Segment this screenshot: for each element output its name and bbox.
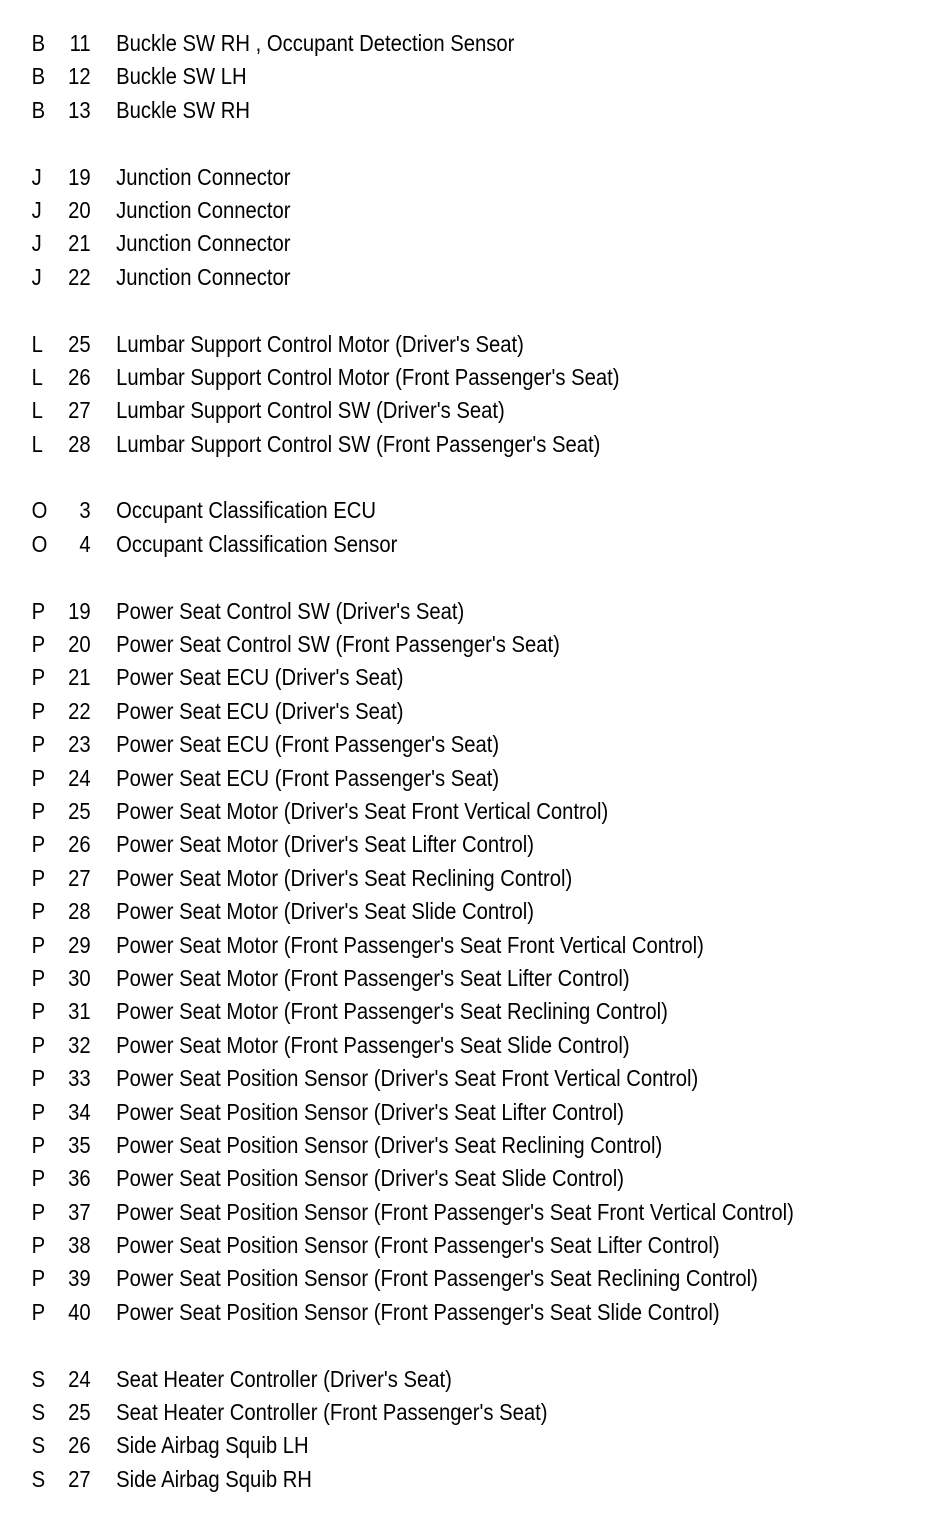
connector-code: P <box>31 1265 46 1292</box>
connector-code: B <box>31 96 46 123</box>
connector-code: P <box>31 664 46 691</box>
connector-description: Power Seat ECU (Front Passenger's Seat) <box>116 764 500 791</box>
connector-description: Power Seat ECU (Front Passenger's Seat) <box>116 731 500 758</box>
connector-code: L <box>31 363 43 390</box>
connector-number: 21 <box>68 230 91 257</box>
connector-number: 25 <box>68 330 91 357</box>
connector-row <box>0 528 817 561</box>
connector-description: Power Seat Position Sensor (Driver's Seat Front Vertical Control) <box>116 1065 699 1092</box>
connector-code: P <box>31 831 46 858</box>
connector-row <box>0 328 817 361</box>
connector-code: P <box>31 1031 46 1058</box>
connector-number: 35 <box>68 1131 91 1158</box>
connector-number: 40 <box>68 1298 91 1325</box>
connector-description: Power Seat Motor (Driver's Seat Slide Control) <box>116 898 534 925</box>
connector-group <box>0 161 928 295</box>
connector-number: 21 <box>68 664 91 691</box>
connector-row <box>0 695 817 728</box>
connector-number: 33 <box>68 1065 91 1092</box>
connector-description: Lumbar Support Control Motor (Driver's Seat) <box>116 330 524 357</box>
connector-description: Power Seat Motor (Front Passenger's Seat Lifter Control) <box>116 964 630 991</box>
connector-row <box>0 60 817 93</box>
connector-description: Power Seat ECU (Driver's Seat) <box>116 697 404 724</box>
connector-number: 22 <box>68 697 91 724</box>
connector-description: Power Seat Position Sensor (Front Passenger's Seat Slide Control) <box>116 1298 720 1325</box>
connector-description: Side Airbag Squib RH <box>116 1465 312 1492</box>
connector-description: Seat Heater Controller (Driver's Seat) <box>116 1365 452 1392</box>
connector-number: 4 <box>79 530 91 557</box>
connector-code: J <box>31 196 42 223</box>
connector-description: Buckle SW LH <box>116 63 247 90</box>
connector-description: Power Seat Position Sensor (Front Passenger's Seat Lifter Control) <box>116 1232 720 1259</box>
connector-number: 11 <box>69 30 91 56</box>
connector-row <box>0 628 817 661</box>
connector-group <box>0 494 928 561</box>
connector-code: P <box>31 631 46 658</box>
connector-description: Power Seat Motor (Driver's Seat Reclining Control) <box>116 864 573 891</box>
connector-code: B <box>31 63 46 90</box>
connector-code: P <box>31 764 46 791</box>
connector-description: Power Seat Motor (Driver's Seat Front Vertical Control) <box>116 797 609 824</box>
connector-row <box>0 394 817 427</box>
connector-description: Power Seat Motor (Driver's Seat Lifter Control) <box>116 831 534 858</box>
connector-row <box>0 161 817 194</box>
connector-number: 26 <box>68 831 91 858</box>
connector-description: Buckle SW RH , Occupant Detection Sensor <box>116 30 515 56</box>
connector-number: 24 <box>68 764 91 791</box>
connector-number: 36 <box>68 1165 91 1192</box>
connector-row <box>0 1363 817 1396</box>
connector-code: P <box>31 797 46 824</box>
connector-description: Power Seat Motor (Front Passenger's Seat Reclining Control) <box>116 998 668 1025</box>
connector-row <box>0 828 817 861</box>
connector-code: L <box>31 330 43 357</box>
connector-number: 31 <box>68 998 91 1025</box>
connector-row <box>0 1129 817 1162</box>
connector-row <box>0 795 817 828</box>
connector-code: P <box>31 1098 46 1125</box>
connector-code: P <box>31 1198 46 1225</box>
connector-row <box>0 1262 817 1295</box>
connector-number: 26 <box>68 1432 91 1459</box>
connector-row <box>0 1029 817 1062</box>
connector-number: 29 <box>68 931 91 958</box>
connector-description: Power Seat Motor (Front Passenger's Seat Front Vertical Control) <box>116 931 704 958</box>
connector-row <box>0 595 817 628</box>
connector-code: J <box>31 163 42 190</box>
connector-description: Lumbar Support Control SW (Front Passenger's Seat) <box>116 430 601 457</box>
connector-group <box>0 1363 928 1497</box>
connector-number: 12 <box>68 63 91 90</box>
connector-row <box>0 1162 817 1195</box>
connector-row <box>0 27 817 60</box>
connector-number: 38 <box>68 1232 91 1259</box>
connector-code: P <box>31 931 46 958</box>
connector-description: Power Seat Position Sensor (Front Passenger's Seat Front Vertical Control) <box>116 1198 794 1225</box>
connector-code: J <box>31 230 42 257</box>
connector-number: 39 <box>68 1265 91 1292</box>
connector-code: S <box>31 1432 46 1459</box>
connector-number: 30 <box>68 964 91 991</box>
connector-code: P <box>31 1298 46 1325</box>
connector-row <box>0 227 817 260</box>
connector-number: 37 <box>68 1198 91 1225</box>
connector-number: 25 <box>68 1399 91 1426</box>
connector-description: Power Seat Position Sensor (Driver's Seat Lifter Control) <box>116 1098 624 1125</box>
connector-description: Buckle SW RH <box>116 96 251 123</box>
connector-description: Junction Connector <box>116 163 291 190</box>
connector-group <box>0 27 928 127</box>
connector-number: 27 <box>68 864 91 891</box>
connector-description: Power Seat Control SW (Front Passenger's Seat) <box>116 631 560 658</box>
connector-number: 22 <box>68 263 91 290</box>
connector-code: O <box>31 530 48 557</box>
connector-row <box>0 995 817 1028</box>
connector-description: Power Seat Position Sensor (Front Passenger's Seat Reclining Control) <box>116 1265 758 1292</box>
connector-number: 20 <box>68 196 91 223</box>
connector-description: Power Seat Position Sensor (Driver's Seat Reclining Control) <box>116 1131 663 1158</box>
connector-description: Occupant Classification ECU <box>116 497 377 524</box>
connector-row <box>0 862 817 895</box>
connector-number: 24 <box>68 1365 91 1392</box>
connector-row <box>0 194 817 227</box>
connector-row <box>0 1296 817 1329</box>
connector-number: 28 <box>68 898 91 925</box>
connector-number: 32 <box>68 1031 91 1058</box>
connector-code: L <box>31 397 43 424</box>
connector-description: Junction Connector <box>116 263 291 290</box>
connector-code: P <box>31 1065 46 1092</box>
connector-number: 25 <box>68 797 91 824</box>
connector-row <box>0 1463 817 1496</box>
connector-index-list <box>0 27 928 1530</box>
connector-number: 20 <box>68 631 91 658</box>
connector-code: S <box>31 1465 46 1492</box>
connector-row <box>0 361 817 394</box>
connector-row <box>0 962 817 995</box>
connector-row <box>0 1096 817 1129</box>
connector-row <box>0 428 817 461</box>
connector-number: 3 <box>79 497 91 524</box>
connector-description: Junction Connector <box>116 230 291 257</box>
connector-description: Power Seat Control SW (Driver's Seat) <box>116 597 465 624</box>
connector-row <box>0 728 817 761</box>
connector-row <box>0 1429 817 1462</box>
connector-description: Side Airbag Squib LH <box>116 1432 309 1459</box>
connector-description: Junction Connector <box>116 196 291 223</box>
connector-row <box>0 94 817 127</box>
connector-row <box>0 1196 817 1229</box>
connector-number: 13 <box>68 96 91 123</box>
connector-row <box>0 929 817 962</box>
connector-code: P <box>31 864 46 891</box>
connector-row <box>0 1396 817 1429</box>
connector-code: J <box>31 263 42 290</box>
connector-row <box>0 661 817 694</box>
connector-code: L <box>31 430 43 457</box>
connector-code: P <box>31 697 46 724</box>
connector-code: P <box>31 597 46 624</box>
connector-code: P <box>31 898 46 925</box>
connector-description: Seat Heater Controller (Front Passenger's Seat) <box>116 1399 548 1426</box>
connector-code: O <box>31 497 48 524</box>
connector-row <box>0 762 817 795</box>
connector-row <box>0 1062 817 1095</box>
connector-description: Power Seat Position Sensor (Driver's Seat Slide Control) <box>116 1165 624 1192</box>
connector-code: S <box>31 1399 46 1426</box>
connector-group <box>0 328 928 462</box>
connector-number: 34 <box>68 1098 91 1125</box>
connector-code: P <box>31 964 46 991</box>
connector-code: P <box>31 1232 46 1259</box>
connector-number: 23 <box>68 731 91 758</box>
connector-number: 27 <box>68 397 91 424</box>
connector-code: B <box>31 30 46 56</box>
connector-code: P <box>31 731 46 758</box>
connector-code: P <box>31 998 46 1025</box>
connector-description: Occupant Classification Sensor <box>116 530 398 557</box>
connector-number: 19 <box>68 597 91 624</box>
connector-code: P <box>31 1165 46 1192</box>
connector-group <box>0 595 928 1330</box>
connector-number: 26 <box>68 363 91 390</box>
connector-row <box>0 261 817 294</box>
connector-row <box>0 895 817 928</box>
connector-description: Lumbar Support Control Motor (Front Passenger's Seat) <box>116 363 620 390</box>
connector-description: Power Seat Motor (Front Passenger's Seat Slide Control) <box>116 1031 630 1058</box>
connector-description: Power Seat ECU (Driver's Seat) <box>116 664 404 691</box>
connector-number: 28 <box>68 430 91 457</box>
connector-code: P <box>31 1131 46 1158</box>
connector-code: S <box>31 1365 46 1392</box>
connector-row <box>0 494 817 527</box>
connector-number: 27 <box>68 1465 91 1492</box>
connector-description: Lumbar Support Control SW (Driver's Seat) <box>116 397 505 424</box>
connector-row <box>0 1229 817 1262</box>
connector-number: 19 <box>68 163 91 190</box>
